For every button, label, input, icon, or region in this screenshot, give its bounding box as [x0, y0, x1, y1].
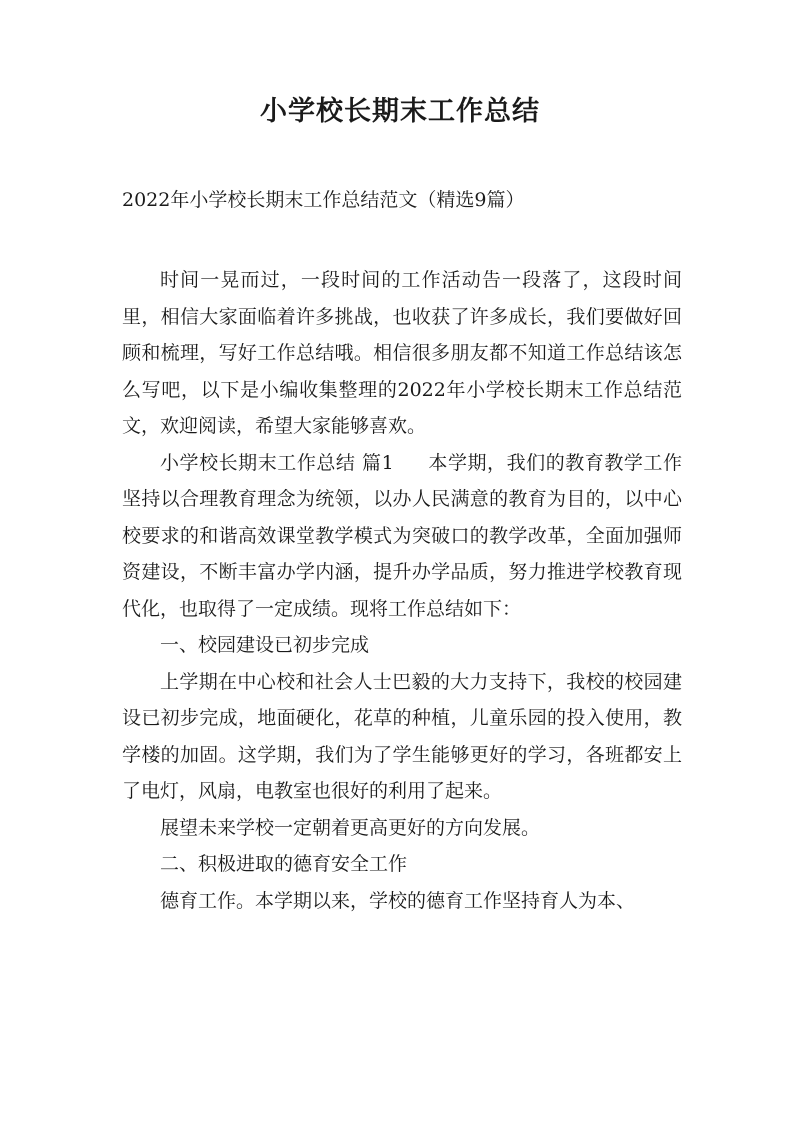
section-1-text: 本学期，我们的教育教学工作坚持以合理教育理念为统领，以办人民满意的教育为目的，以中心校要求的和谐高效课堂教学模式为突破口的教学改革，全面加强师资建设，不断丰富办学内涵，提升办学品质，努力推进学校教育现代化，也取得了一定成绩。现将工作总结如下：: [122, 451, 682, 620]
campus-paragraph: 上学期在中心校和社会人士巴毅的大力支持下，我校的校园建设已初步完成，地面硬化，花草的种植，儿童乐园的投入使用，教学楼的加固。这学期，我们为了学生能够更好的学习，各班都安上了电灯，风扇，电教室也很好的利用了起来。: [122, 670, 682, 802]
document-body: [122, 262, 682, 919]
document-subtitle: 2022年小学校长期末工作总结范文（精选9篇）: [122, 189, 525, 211]
outlook-paragraph: 展望未来学校一定朝着更高更好的方向发展。: [160, 816, 541, 839]
campus-heading: 一、校园建设已初步完成: [160, 634, 370, 656]
section-1-paragraph: [122, 445, 682, 628]
section-1-heading: 小学校长期末工作总结 篇1: [160, 451, 394, 474]
moral-paragraph: 德育工作。本学期以来，学校的德育工作坚持育人为本、: [160, 889, 636, 912]
page-title: 小学校长期末工作总结: [260, 96, 540, 127]
intro-paragraph: 时间一晃而过，一段时间的工作活动告一段落了，这段时间里，相信大家面临着许多挑战，也收获了许多成长，我们要做好回顾和梳理，写好工作总结哦。相信很多朋友都不知道工作总结该怎么写吧，以下是小编收集整理的2022年小学校长期末工作总结范文，欢迎阅读，希望大家能够喜欢。: [122, 269, 682, 437]
moral-heading: 二、积极进取的德育安全工作: [160, 853, 408, 875]
